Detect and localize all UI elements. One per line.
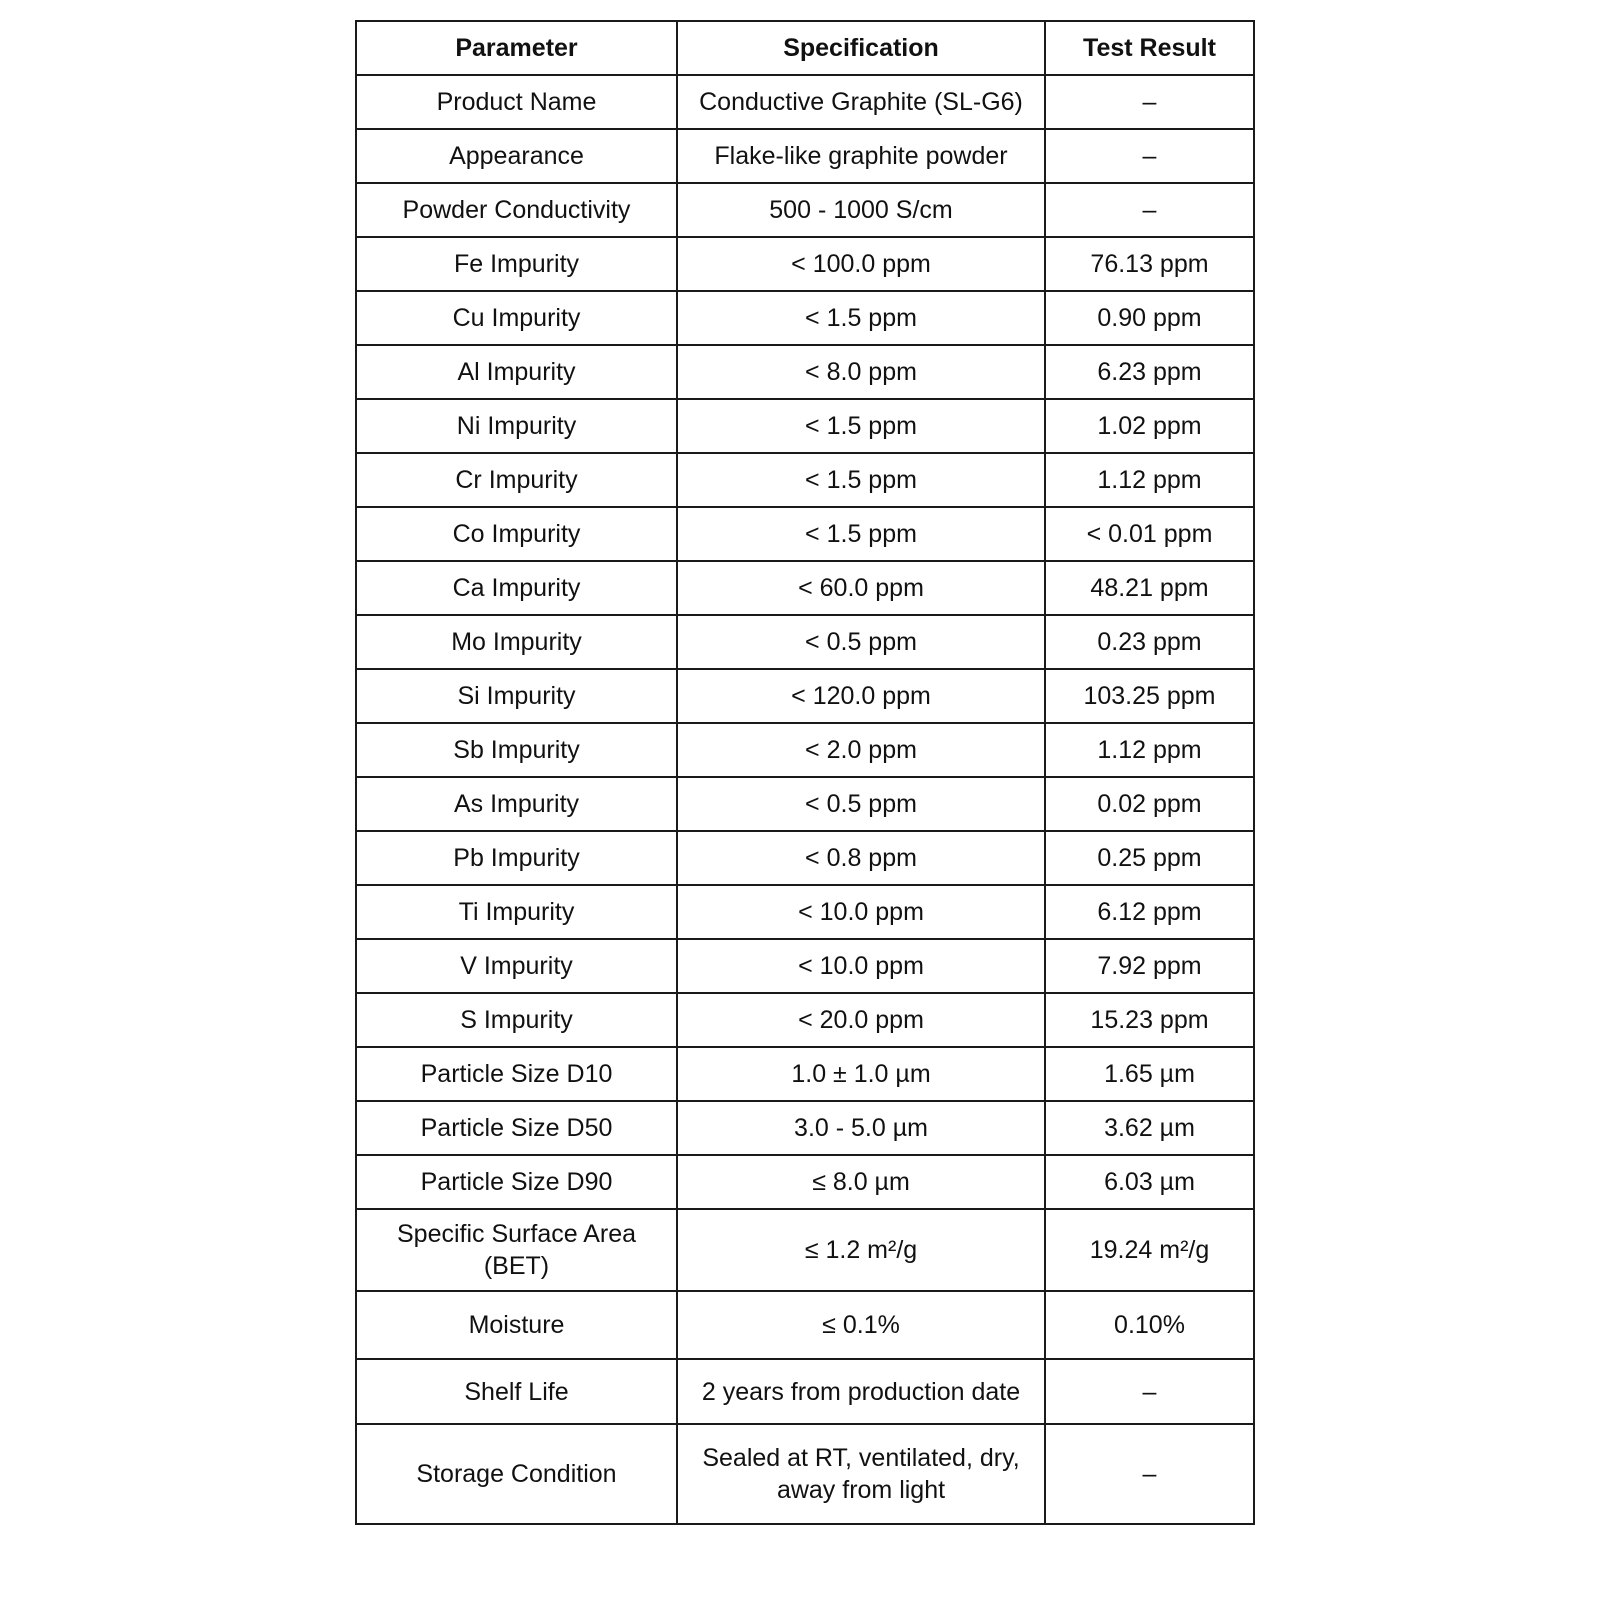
parameter-cell: Pb Impurity: [356, 831, 677, 885]
table-row: [356, 669, 1254, 723]
table-row: [356, 453, 1254, 507]
table-row: [356, 129, 1254, 183]
specification-cell: Conductive Graphite (SL-G6): [677, 75, 1045, 129]
table-row: [356, 1424, 1254, 1524]
table-row: [356, 399, 1254, 453]
test-result-cell: –: [1045, 75, 1254, 129]
parameter-cell: Particle Size D10: [356, 1047, 677, 1101]
test-result-cell: 0.25 ppm: [1045, 831, 1254, 885]
test-result-cell: 0.90 ppm: [1045, 291, 1254, 345]
test-result-cell: 1.12 ppm: [1045, 453, 1254, 507]
specification-cell: ≤ 8.0 µm: [677, 1155, 1045, 1209]
table-row: [356, 1291, 1254, 1359]
parameter-cell: As Impurity: [356, 777, 677, 831]
specification-cell: Flake-like graphite powder: [677, 129, 1045, 183]
parameter-cell: Powder Conductivity: [356, 183, 677, 237]
specification-cell: ≤ 1.2 m²/g: [677, 1209, 1045, 1291]
header-parameter: Parameter: [356, 21, 677, 75]
parameter-cell: Specific Surface Area (BET): [356, 1209, 677, 1291]
parameter-cell: V Impurity: [356, 939, 677, 993]
test-result-cell: 48.21 ppm: [1045, 561, 1254, 615]
specification-cell: < 10.0 ppm: [677, 885, 1045, 939]
test-result-cell: 76.13 ppm: [1045, 237, 1254, 291]
test-result-cell: 3.62 µm: [1045, 1101, 1254, 1155]
test-result-cell: –: [1045, 1424, 1254, 1524]
test-result-cell: –: [1045, 1359, 1254, 1424]
test-result-cell: 6.03 µm: [1045, 1155, 1254, 1209]
specification-cell: Sealed at RT, ventilated, dry, away from light: [677, 1424, 1045, 1524]
specification-cell: < 120.0 ppm: [677, 669, 1045, 723]
specification-cell: < 0.5 ppm: [677, 615, 1045, 669]
test-result-cell: 1.65 µm: [1045, 1047, 1254, 1101]
test-result-cell: 0.02 ppm: [1045, 777, 1254, 831]
table-row: [356, 1155, 1254, 1209]
parameter-cell: Cr Impurity: [356, 453, 677, 507]
test-result-cell: –: [1045, 129, 1254, 183]
specification-cell: < 20.0 ppm: [677, 993, 1045, 1047]
test-result-cell: 15.23 ppm: [1045, 993, 1254, 1047]
table-row: [356, 885, 1254, 939]
table-row: [356, 237, 1254, 291]
table-row: [356, 561, 1254, 615]
specification-cell: < 1.5 ppm: [677, 399, 1045, 453]
table-row: [356, 831, 1254, 885]
table-row: [356, 777, 1254, 831]
parameter-cell: Fe Impurity: [356, 237, 677, 291]
parameter-cell: Product Name: [356, 75, 677, 129]
test-result-cell: < 0.01 ppm: [1045, 507, 1254, 561]
table-row: [356, 993, 1254, 1047]
test-result-cell: 1.02 ppm: [1045, 399, 1254, 453]
specification-cell: ≤ 0.1%: [677, 1291, 1045, 1359]
table-row: [356, 1359, 1254, 1424]
specification-cell: < 100.0 ppm: [677, 237, 1045, 291]
test-result-cell: 0.23 ppm: [1045, 615, 1254, 669]
test-result-cell: 7.92 ppm: [1045, 939, 1254, 993]
parameter-cell: Al Impurity: [356, 345, 677, 399]
test-result-cell: 1.12 ppm: [1045, 723, 1254, 777]
table-header-row: [356, 21, 1254, 75]
table-row: [356, 183, 1254, 237]
table-row: [356, 939, 1254, 993]
header-test-result: Test Result: [1045, 21, 1254, 75]
specification-cell: < 0.5 ppm: [677, 777, 1045, 831]
specification-cell: < 8.0 ppm: [677, 345, 1045, 399]
specification-cell: 500 - 1000 S/cm: [677, 183, 1045, 237]
specification-table: [355, 20, 1255, 1525]
table-row: [356, 345, 1254, 399]
specification-cell: 1.0 ± 1.0 µm: [677, 1047, 1045, 1101]
specification-cell: < 60.0 ppm: [677, 561, 1045, 615]
specification-cell: < 1.5 ppm: [677, 291, 1045, 345]
parameter-cell: Particle Size D50: [356, 1101, 677, 1155]
specification-cell: < 10.0 ppm: [677, 939, 1045, 993]
test-result-cell: 0.10%: [1045, 1291, 1254, 1359]
parameter-cell: Co Impurity: [356, 507, 677, 561]
parameter-cell: Sb Impurity: [356, 723, 677, 777]
table-row: [356, 723, 1254, 777]
parameter-cell: Moisture: [356, 1291, 677, 1359]
table-row: [356, 1209, 1254, 1291]
specification-cell: < 0.8 ppm: [677, 831, 1045, 885]
parameter-cell: Mo Impurity: [356, 615, 677, 669]
test-result-cell: 103.25 ppm: [1045, 669, 1254, 723]
parameter-cell: S Impurity: [356, 993, 677, 1047]
test-result-cell: –: [1045, 183, 1254, 237]
parameter-cell: Appearance: [356, 129, 677, 183]
parameter-cell: Particle Size D90: [356, 1155, 677, 1209]
header-specification: Specification: [677, 21, 1045, 75]
specification-cell: < 1.5 ppm: [677, 453, 1045, 507]
parameter-cell: Storage Condition: [356, 1424, 677, 1524]
table-row: [356, 291, 1254, 345]
specification-cell: < 2.0 ppm: [677, 723, 1045, 777]
parameter-cell: Shelf Life: [356, 1359, 677, 1424]
specification-cell: 2 years from production date: [677, 1359, 1045, 1424]
parameter-cell: Ti Impurity: [356, 885, 677, 939]
specification-cell: < 1.5 ppm: [677, 507, 1045, 561]
table-row: [356, 507, 1254, 561]
table-row: [356, 75, 1254, 129]
table-row: [356, 615, 1254, 669]
test-result-cell: 6.12 ppm: [1045, 885, 1254, 939]
parameter-cell: Ca Impurity: [356, 561, 677, 615]
parameter-cell: Cu Impurity: [356, 291, 677, 345]
specification-cell: 3.0 - 5.0 µm: [677, 1101, 1045, 1155]
test-result-cell: 19.24 m²/g: [1045, 1209, 1254, 1291]
table-row: [356, 1047, 1254, 1101]
parameter-cell: Ni Impurity: [356, 399, 677, 453]
parameter-cell: Si Impurity: [356, 669, 677, 723]
table-row: [356, 1101, 1254, 1155]
test-result-cell: 6.23 ppm: [1045, 345, 1254, 399]
